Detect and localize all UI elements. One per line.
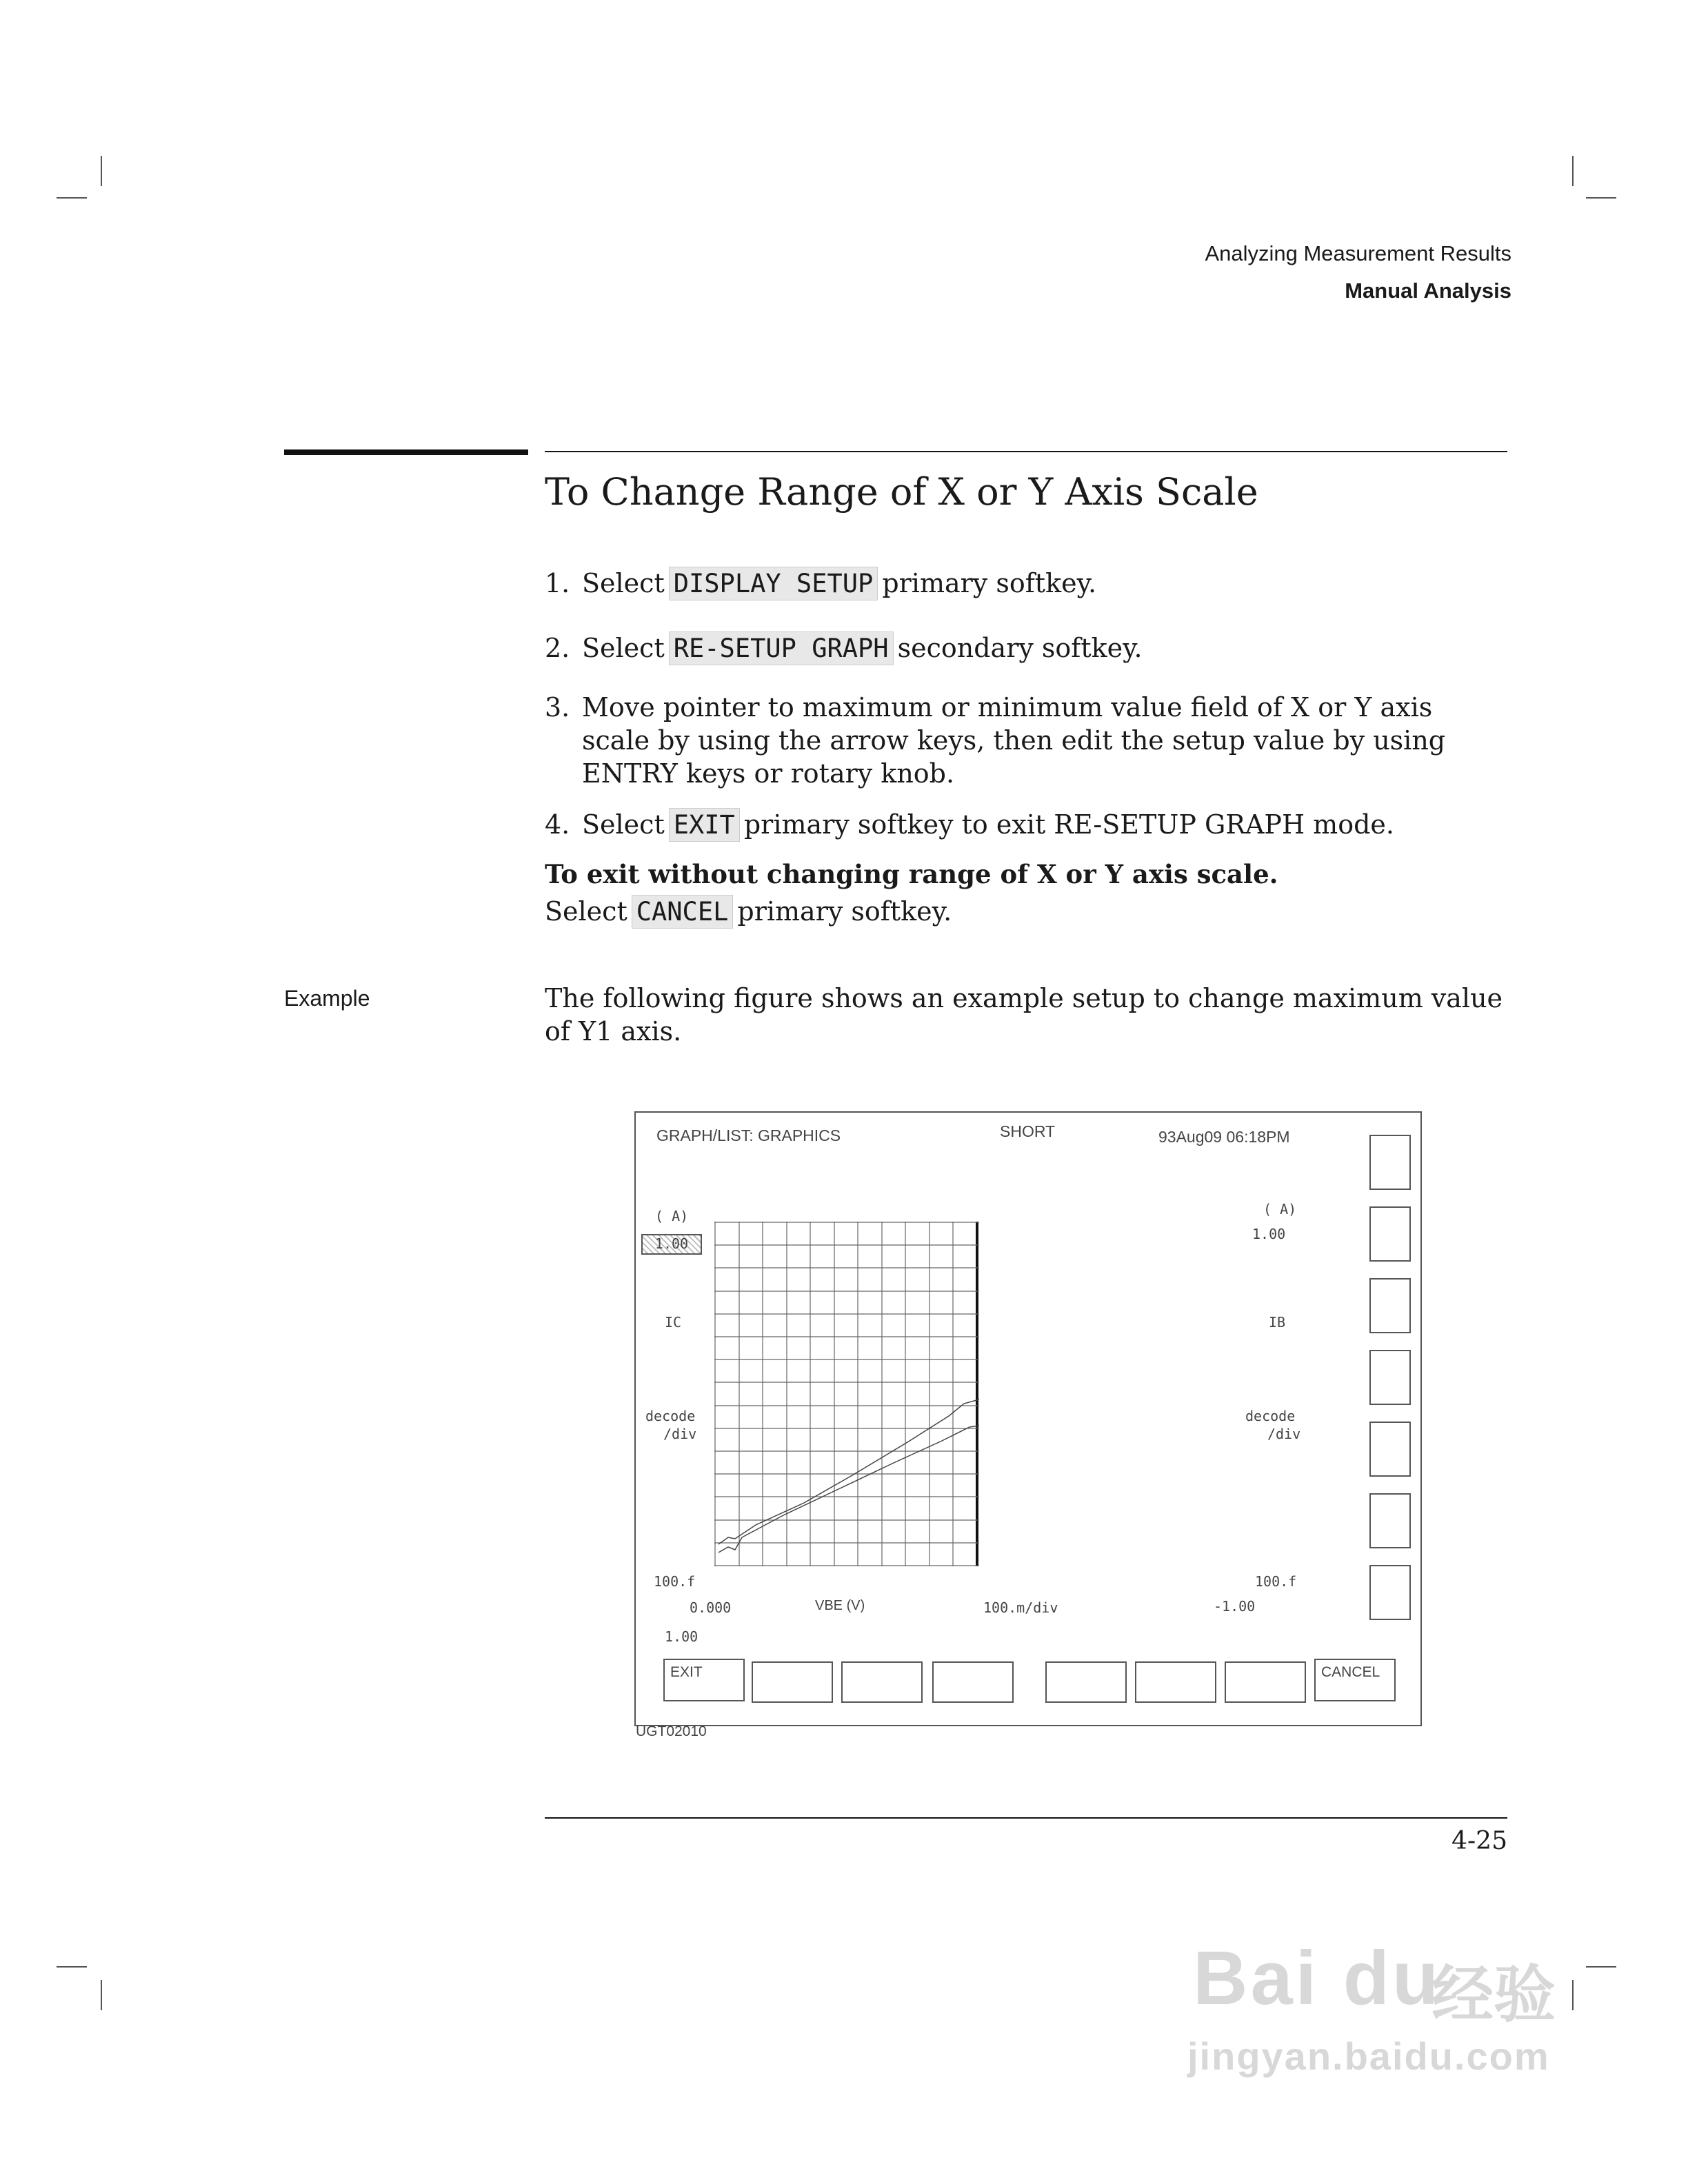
step-2 (545, 631, 1510, 665)
y2-name: IB (1269, 1314, 1286, 1331)
softkey-cancel: CANCEL (632, 895, 734, 929)
softkey-exit: EXIT (669, 808, 740, 842)
exit-note-heading: To exit without changing range of X or Y axis scale. (545, 859, 1278, 889)
plot-area (714, 1222, 979, 1566)
side-softkey[interactable] (1369, 1278, 1411, 1333)
x-name: VBE (V) (815, 1598, 865, 1613)
plot-gridlines (714, 1222, 979, 1566)
page-title: To Change Range of X or Y Axis Scale (545, 470, 1258, 514)
exit-softkey[interactable] (663, 1659, 745, 1701)
screen-status: SHORT (1000, 1122, 1056, 1140)
cancel-softkey-label: CANCEL (1321, 1664, 1380, 1680)
side-softkey[interactable] (1369, 1493, 1411, 1548)
bottom-softkey[interactable] (932, 1661, 1014, 1703)
y2-max: 1.00 (1252, 1226, 1286, 1242)
side-softkey[interactable] (1369, 1422, 1411, 1477)
watermark-url: jingyan.baidu.com (1187, 2034, 1550, 2078)
side-softkey[interactable] (1369, 1135, 1411, 1190)
step-number: 1. (545, 568, 570, 598)
exit-note-body (545, 896, 952, 927)
crop-mark (57, 197, 87, 199)
bottom-softkey[interactable] (1225, 1661, 1306, 1703)
softkey-re-setup-graph: RE-SETUP GRAPH (669, 631, 894, 665)
crop-mark (1572, 156, 1574, 186)
bottom-softkey[interactable] (1135, 1661, 1216, 1703)
watermark-cn: 经验 (1431, 1961, 1556, 2030)
bottom-softkey[interactable] (1045, 1661, 1127, 1703)
crop-mark (101, 156, 102, 186)
instrument-screen-figure (634, 1111, 1422, 1726)
step-text: Move pointer to maximum or minimum value field of X or Y axis scale by using the arrow keys, then edit the setup value by using ENTRY keys or rotary knob. (582, 692, 1446, 789)
crop-mark (1586, 1966, 1616, 1968)
screen-mode: GRAPH/LIST: GRAPHICS (656, 1126, 841, 1144)
exit-note-text: primary softkey. (737, 896, 952, 927)
title-rule (545, 451, 1507, 452)
step-text: primary softkey. (882, 568, 1097, 598)
header-section: Analyzing Measurement Results (1205, 241, 1511, 265)
step-number: 4. (545, 809, 570, 840)
bottom-softkey[interactable] (841, 1661, 923, 1703)
step-text: secondary softkey. (897, 633, 1143, 663)
exit-note-text: Select (545, 896, 627, 927)
step-text: primary softkey to exit RE-SETUP GRAPH mode. (743, 809, 1394, 840)
figure-id: UGT02010 (636, 1723, 707, 1739)
y1-min: 100.f (654, 1573, 696, 1590)
bottom-softkey[interactable] (752, 1661, 833, 1703)
side-softkey[interactable] (1369, 1565, 1411, 1620)
y1-max-field: 1.00 (641, 1234, 702, 1255)
y1-name: IC (665, 1314, 682, 1331)
exit-softkey-label: EXIT (670, 1664, 703, 1680)
y1-scale: decode (645, 1408, 696, 1424)
y2-unit: ( A) (1263, 1201, 1297, 1217)
step-text: Select (582, 809, 665, 840)
y1-unit: ( A) (655, 1208, 689, 1224)
curve-ib (719, 1426, 979, 1553)
footer-rule (545, 1817, 1507, 1819)
x-div: 100.m/div (983, 1599, 1058, 1616)
header-subsection: Manual Analysis (1345, 279, 1511, 303)
example-text: The following figure shows an example setup to change maximum value of Y1 axis. (545, 983, 1503, 1046)
crop-mark (1572, 1980, 1574, 2010)
title-rule-thick (284, 449, 528, 455)
side-softkey[interactable] (1369, 1350, 1411, 1405)
x-min: 0.000 (690, 1599, 732, 1616)
screen-datetime: 93Aug09 06:18PM (1158, 1128, 1290, 1146)
cancel-softkey[interactable] (1314, 1659, 1396, 1701)
softkey-display-setup: DISPLAY SETUP (669, 567, 878, 600)
step-number: 3. (545, 692, 570, 722)
crop-mark (57, 1966, 87, 1968)
step-3 (545, 691, 1510, 794)
marker-value: 1.00 (665, 1628, 699, 1645)
curve-ic (719, 1399, 979, 1544)
watermark-brand: Bai du (1193, 1936, 1442, 2021)
example-label: Example (284, 986, 370, 1011)
y2-div: /div (1267, 1426, 1301, 1442)
page-number: 4-25 (1451, 1827, 1507, 1855)
y2-min: 100.f (1255, 1573, 1297, 1590)
step-4 (545, 808, 1510, 842)
side-softkey[interactable] (1369, 1206, 1411, 1262)
step-text: Select (582, 633, 665, 663)
y1-div: /div (663, 1426, 697, 1442)
crop-mark (101, 1980, 102, 2010)
crop-mark (1586, 197, 1616, 199)
x-max: -1.00 (1214, 1598, 1256, 1615)
y2-scale: decode (1245, 1408, 1296, 1424)
step-number: 2. (545, 633, 570, 663)
step-1 (545, 567, 1510, 600)
step-text: Select (582, 568, 665, 598)
